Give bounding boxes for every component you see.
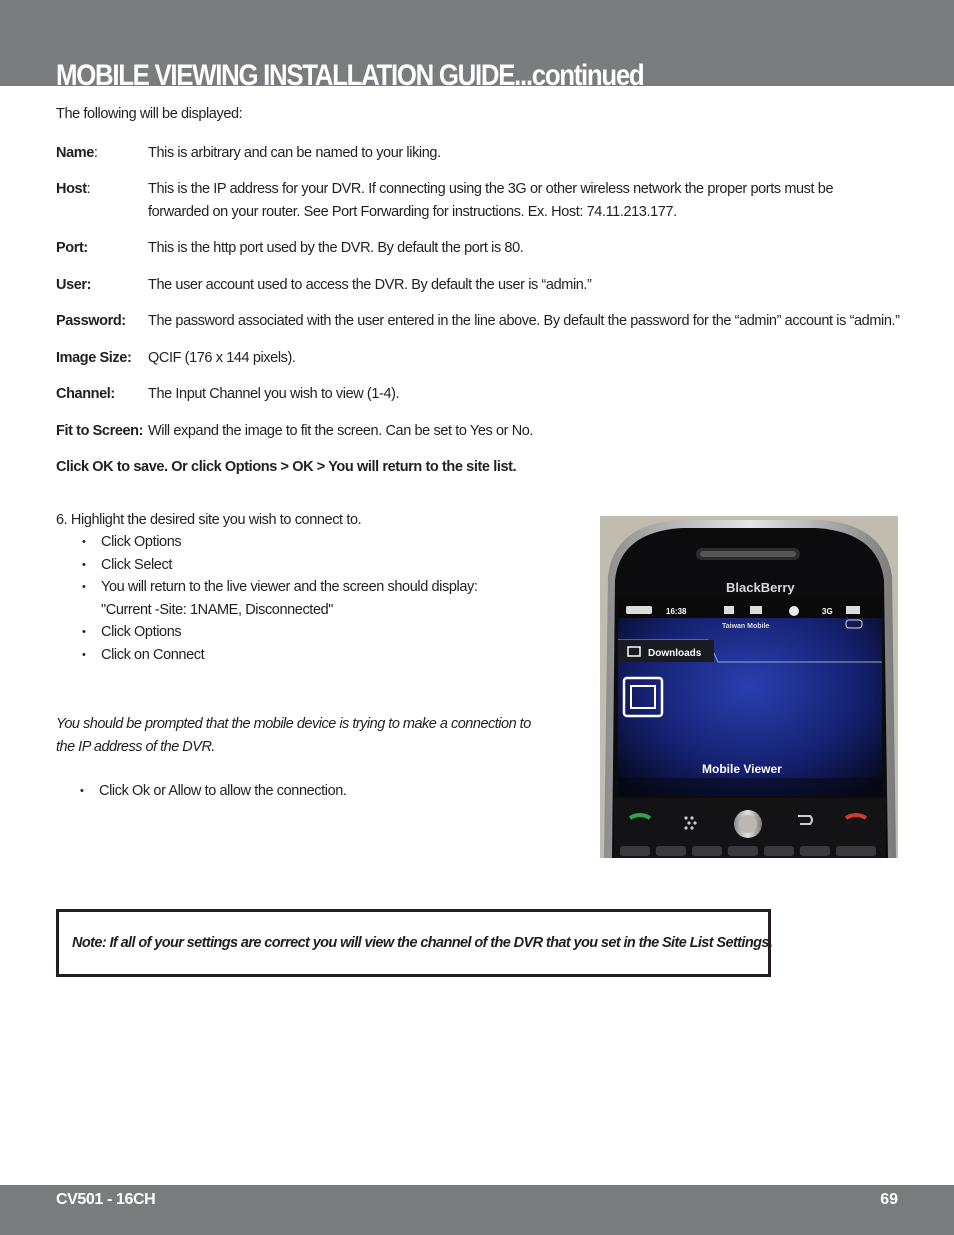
settings-note-box [56,909,771,977]
blackberry-phone-photo [600,516,898,858]
phone-folder-text: Downloads [648,648,702,659]
list-item: • Click Select [80,554,520,577]
field-label-port: Port: [56,240,88,256]
field-label-user: User: [56,277,92,293]
intro-text: The following will be displayed: [56,106,243,122]
allow-bullet: • Click Ok or Allow to allow the connection. [80,780,347,802]
list-item: • You will return to the live viewer and the screen should display: "Current -Site: 1NAME, Disconnected" [80,576,520,621]
field-desc-port: This is the http port used by the DVR. By default the port is 80. [148,240,524,256]
field-label-name: Name: [56,145,98,161]
field-desc-fit-to-screen: Will expand the image to fit the screen. Can be set to Yes or No. [148,423,534,439]
field-label-host: Host: [56,181,91,197]
settings-note-text: Note: If all of your settings are correct you will view the channel of the DVR that you set in the Site List Settings. [72,935,773,951]
field-label-fit-to-screen: Fit to Screen: [56,423,144,439]
field-desc-password: The password associated with the user entered in the line above. By default the password for the “admin” account is “admin.” [148,313,900,329]
connection-prompt-note: You should be prompted that the mobile device is trying to make a connection to the IP address of the DVR. [56,716,531,755]
list-item: • Click on Connect [80,644,520,667]
footer-page-number: 69 [880,1191,898,1208]
field-desc-user: The user account used to access the DVR. By default the user is “admin.” [148,277,592,293]
list-item: • Click Options [80,621,520,644]
field-label-password: Password: [56,313,126,329]
page-title: MOBILE VIEWING INSTALLATION GUIDE...continued [56,59,644,92]
phone-carrier-text: Taiwan Mobile [722,623,770,630]
field-desc-host: This is the IP address for your DVR. If connecting using the 3G or other wireless network the proper ports must be forwarded on your router. See Port Forwarding for instructions. Ex. Host: 74.11.213.177. [148,181,834,220]
field-desc-channel: The Input Channel you wish to view (1-4). [148,386,400,402]
field-desc-name: This is arbitrary and can be named to your liking. [148,145,441,161]
phone-app-label: Mobile Viewer [702,762,782,776]
phone-illustration [600,516,898,858]
save-instruction: Click OK to save. Or click Options > OK > You will return to the site list. [56,459,517,475]
field-desc-image-size: QCIF (176 x 144 pixels). [148,350,296,366]
field-label-image-size: Image Size: [56,350,132,366]
step-bullet-list [80,531,520,667]
phone-time-text: 16:38 [666,607,687,616]
footer-model-number: CV501 - 16CH [56,1191,156,1208]
phone-brand-text: BlackBerry [726,580,795,595]
phone-network-text: 3G [822,607,833,616]
step-6: 6. Highlight the desired site you wish to connect to. [56,512,362,528]
field-label-channel: Channel: [56,386,115,402]
list-item: • Click Options [80,531,520,554]
